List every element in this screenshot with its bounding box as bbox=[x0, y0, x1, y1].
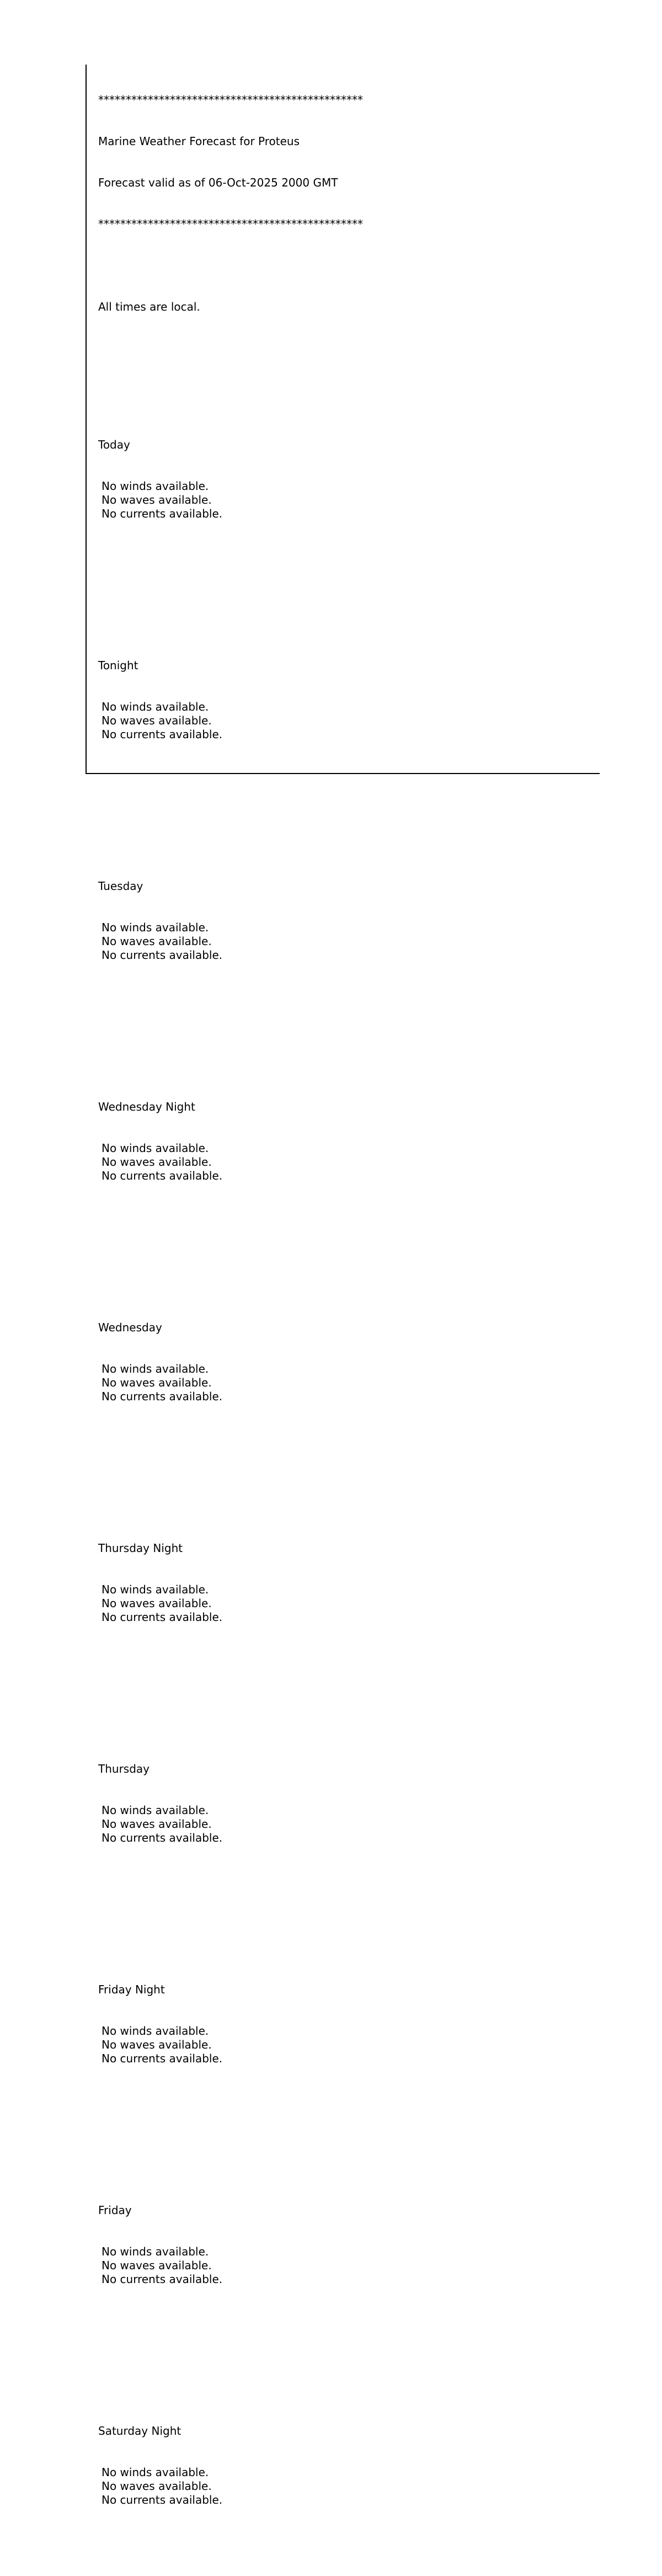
forecast-line: No waves available. bbox=[102, 2259, 212, 2272]
blank-line bbox=[98, 259, 363, 273]
section-lines bbox=[98, 2466, 363, 2507]
report-valid-line: Forecast valid as of 06-Oct-2025 2000 GMT bbox=[98, 176, 338, 189]
forecast-line: No currents available. bbox=[102, 1390, 223, 1403]
forecast-line: No currents available. bbox=[102, 507, 223, 520]
section-label: Wednesday Night bbox=[98, 1100, 195, 1113]
section-label: Thursday bbox=[98, 1762, 150, 1775]
blank-line bbox=[98, 1500, 363, 1514]
forecast-section bbox=[98, 810, 363, 990]
forecast-section bbox=[98, 2135, 363, 2314]
forecast-line: No waves available. bbox=[102, 714, 212, 727]
section-lines bbox=[98, 1583, 363, 1624]
forecast-line: No waves available. bbox=[102, 935, 212, 948]
blank-line bbox=[98, 397, 363, 410]
forecast-line: No waves available. bbox=[102, 2038, 212, 2051]
forecast-section bbox=[98, 1473, 363, 1652]
forecast-line: No currents available. bbox=[102, 728, 223, 741]
forecast-line: No waves available. bbox=[102, 1376, 212, 1389]
forecast-line: No waves available. bbox=[102, 1155, 212, 1169]
forecast-line: No waves available. bbox=[102, 2479, 212, 2493]
blank-line bbox=[98, 1942, 363, 1955]
section-label: Friday bbox=[98, 2204, 132, 2217]
section-label: Today bbox=[98, 438, 130, 451]
forecast-section bbox=[98, 1031, 363, 1210]
forecast-line: No currents available. bbox=[102, 948, 223, 962]
forecast-section bbox=[98, 1914, 363, 2093]
blank-line bbox=[98, 1279, 363, 1293]
blank-line bbox=[98, 838, 363, 852]
blank-line bbox=[98, 617, 363, 631]
forecast-line: No winds available. bbox=[102, 2245, 209, 2258]
forecast-line: No currents available. bbox=[102, 2273, 223, 2286]
forecast-section bbox=[98, 2355, 363, 2535]
forecast-section bbox=[98, 1693, 363, 1873]
forecast-line: No winds available. bbox=[102, 700, 209, 713]
blank-line bbox=[98, 1721, 363, 1735]
section-lines bbox=[98, 2024, 363, 2066]
section-label: Friday Night bbox=[98, 1983, 165, 1996]
section-label: Tuesday bbox=[98, 879, 143, 893]
forecast-line: No currents available. bbox=[102, 2493, 223, 2506]
section-lines bbox=[98, 1362, 363, 1404]
forecast-line: No currents available. bbox=[102, 2052, 223, 2065]
forecast-line: No currents available. bbox=[102, 1610, 223, 1624]
forecast-line: No winds available. bbox=[102, 1362, 209, 1375]
section-lines bbox=[98, 921, 363, 962]
forecast-line: No winds available. bbox=[102, 2024, 209, 2038]
divider-top: ************************************************ bbox=[98, 93, 363, 106]
blank-line bbox=[98, 2383, 363, 2397]
forecast-line: No waves available. bbox=[102, 1597, 212, 1610]
times-note: All times are local. bbox=[98, 300, 200, 313]
forecast-section bbox=[98, 590, 363, 769]
blank-line bbox=[98, 2162, 363, 2176]
section-lines bbox=[98, 479, 363, 521]
blank-line bbox=[98, 1059, 363, 1073]
sections bbox=[98, 342, 363, 2548]
forecast-section bbox=[98, 369, 363, 548]
section-label: Saturday Night bbox=[98, 2424, 181, 2438]
section-lines bbox=[98, 1142, 363, 1183]
forecast-line: No winds available. bbox=[102, 1142, 209, 1155]
forecast-report bbox=[98, 66, 363, 2576]
forecast-line: No waves available. bbox=[102, 1817, 212, 1831]
section-lines bbox=[98, 2245, 363, 2286]
section-label: Tonight bbox=[98, 659, 138, 672]
divider-bottom: ************************************************ bbox=[98, 217, 363, 231]
section-label: Wednesday bbox=[98, 1321, 162, 1334]
forecast-line: No currents available. bbox=[102, 1169, 223, 1182]
section-lines bbox=[98, 1804, 363, 1845]
report-title: Marine Weather Forecast for Proteus bbox=[98, 135, 300, 148]
section-label: Thursday Night bbox=[98, 1542, 183, 1555]
forecast-line: No winds available. bbox=[102, 1804, 209, 1817]
forecast-section bbox=[98, 1252, 363, 1431]
forecast-line: No waves available. bbox=[102, 493, 212, 506]
forecast-line: No winds available. bbox=[102, 479, 209, 493]
forecast-line: No winds available. bbox=[102, 2466, 209, 2479]
forecast-line: No currents available. bbox=[102, 1831, 223, 1844]
forecast-line: No winds available. bbox=[102, 1583, 209, 1596]
forecast-line: No winds available. bbox=[102, 921, 209, 934]
section-lines bbox=[98, 700, 363, 742]
